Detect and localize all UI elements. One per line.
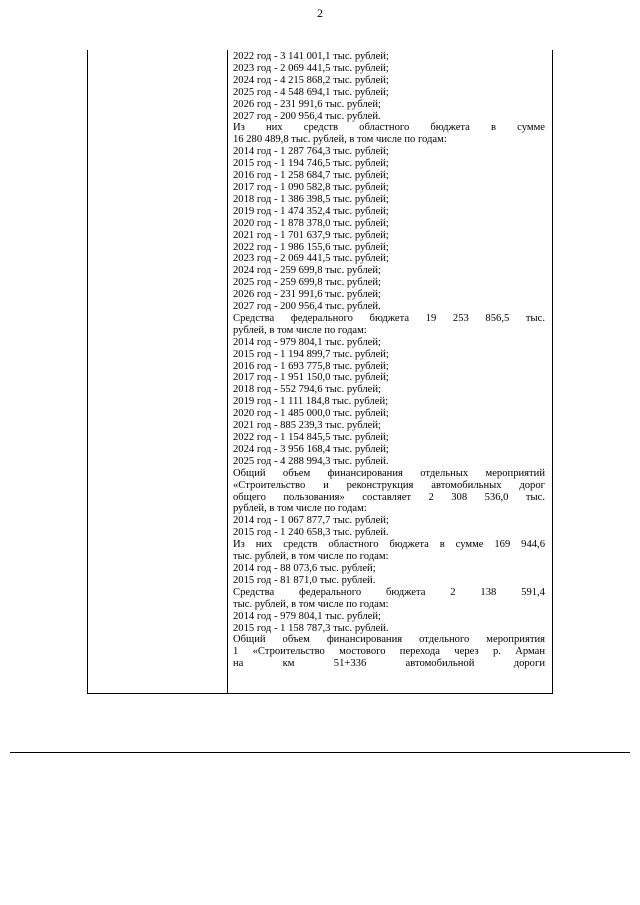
text-line: 2018 год - 1 386 398,5 тыс. рублей;	[233, 193, 389, 205]
text-line: Из них средств областного бюджета в сумме	[233, 122, 545, 134]
text-line: 2026 год - 231 991,6 тыс. рублей;	[233, 289, 381, 301]
text-line: Общий объем финансирования отдельного мероприятия	[233, 634, 545, 646]
page-number: 2	[317, 6, 323, 20]
text-line: 2015 год - 1 194 899,7 тыс. рублей;	[233, 348, 389, 360]
text-line: 2015 год - 81 871,0 тыс. рублей.	[233, 574, 376, 586]
text-line: 2023 год - 2 069 441,5 тыс. рублей;	[233, 253, 389, 265]
text-line: 2016 год - 1 258 684,7 тыс. рублей;	[233, 170, 389, 182]
text-line: Общий объем финансирования отдельных мероприятий	[233, 467, 545, 479]
text-line: 2024 год - 4 215 868,2 тыс. рублей;	[233, 74, 389, 86]
text-line: 2027 год - 200 956,4 тыс. рублей.	[233, 301, 381, 313]
horizontal-divider	[10, 752, 630, 753]
text-line: 2015 год - 1 194 746,5 тыс. рублей;	[233, 158, 389, 170]
text-line: 2025 год - 4 288 994,3 тыс. рублей.	[233, 455, 389, 467]
text-line: 2025 год - 259 699,8 тыс. рублей;	[233, 277, 381, 289]
text-line: 2014 год - 1 067 877,7 тыс. рублей;	[233, 515, 389, 527]
text-line: Средства федерального бюджета 19 253 856,5 тыс.	[233, 312, 545, 324]
text-line: 2014 год - 1 287 764,3 тыс. рублей;	[233, 146, 389, 158]
text-line: рублей, в том числе по годам:	[233, 324, 367, 336]
text-line: Средства федерального бюджета 2 138 591,4	[233, 586, 545, 598]
text-line: 2019 год - 1 111 184,8 тыс. рублей;	[233, 396, 389, 408]
text-line: «Строительство и реконструкция автомобильных дорог	[233, 479, 545, 491]
text-line: 2027 год - 200 956,4 тыс. рублей.	[233, 110, 381, 122]
text-line: 2024 год - 3 956 168,4 тыс. рублей;	[233, 443, 389, 455]
text-line: 2026 год - 231 991,6 тыс. рублей;	[233, 98, 381, 110]
text-line: 2020 год - 1 485 000,0 тыс. рублей;	[233, 408, 389, 420]
text-line: 2021 год - 1 701 637,9 тыс. рублей;	[233, 229, 389, 241]
text-line: 1 «Строительство мостового перехода через р. Арман	[233, 646, 545, 658]
text-line: 2017 год - 1 090 582,8 тыс. рублей;	[233, 181, 389, 193]
text-line: тыс. рублей, в том числе по годам:	[233, 551, 389, 563]
text-line: 2024 год - 259 699,8 тыс. рублей;	[233, 265, 381, 277]
text-line: 2021 год - 885 239,3 тыс. рублей;	[233, 420, 381, 432]
text-line: 2015 год - 1 158 787,3 тыс. рублей.	[233, 622, 389, 634]
text-line: общего пользования» составляет 2 308 536,0 тыс.	[233, 491, 545, 503]
table-right-cell	[228, 50, 552, 693]
passport-table	[87, 50, 553, 694]
text-line: рублей, в том числе по годам:	[233, 503, 367, 515]
text-line: 2017 год - 1 951 150,0 тыс. рублей;	[233, 372, 389, 384]
text-line: 16 280 489,8 тыс. рублей, в том числе по годам:	[233, 134, 447, 146]
text-line: 2014 год - 979 804,1 тыс. рублей;	[233, 610, 381, 622]
text-line: 2022 год - 1 154 845,5 тыс. рублей;	[233, 432, 389, 443]
text-line: 2016 год - 1 693 775,8 тыс. рублей;	[233, 360, 389, 372]
text-line: 2014 год - 88 073,6 тыс. рублей;	[233, 562, 376, 574]
text-line: тыс. рублей, в том числе по годам:	[233, 598, 389, 610]
text-line: 2020 год - 1 878 378,0 тыс. рублей;	[233, 217, 389, 229]
text-line: на км 51+336 автомобильной дороги	[233, 658, 545, 670]
text-line: 2019 год - 1 474 352,4 тыс. рублей;	[233, 205, 389, 217]
text-line: 2015 год - 1 240 658,3 тыс. рублей.	[233, 527, 389, 539]
table-left-cell	[88, 50, 228, 693]
text-line: 2025 год - 4 548 694,1 тыс. рублей;	[233, 86, 389, 98]
text-line: 2014 год - 979 804,1 тыс. рублей;	[233, 336, 381, 348]
text-line: 2023 год - 2 069 441,5 тыс. рублей;	[233, 62, 389, 74]
text-line: 2022 год - 3 141 001,1 тыс. рублей;	[233, 51, 389, 62]
text-line: 2022 год - 1 986 155,6 тыс. рублей;	[233, 241, 389, 253]
text-line: 2018 год - 552 794,6 тыс. рублей;	[233, 384, 381, 396]
text-line: Из них средств областного бюджета в сумме 169 944,6	[233, 539, 545, 551]
